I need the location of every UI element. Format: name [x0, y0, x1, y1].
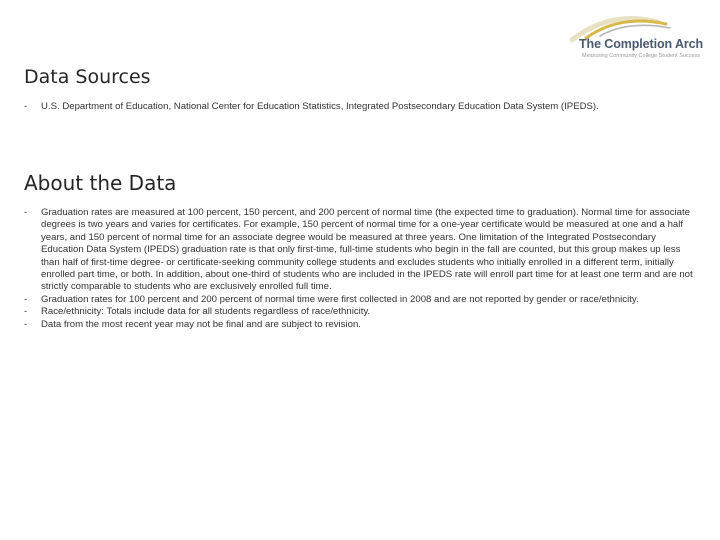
list-item-text: Graduation rates for 100 percent and 200 percent of normal time were first collected in 2008 and are not reported by gender or race/ethnicity. — [41, 293, 639, 305]
bullet: - — [24, 306, 28, 318]
list-item-text: Graduation rates are measured at 100 percent, 150 percent, and 200 percent of normal time (the expected time to graduation). Normal time for associate degrees is two years and varies for certificates. For example, 150 percent of normal time for a one-year certificate would be measured at one and a half years, and 150 percent of normal time for an associate degree would be measured at three years. One limitation of the Integrated Postsecondary Education Data System (IPEDS) graduation rate is that only first-time, full-time students who begin in the fall are counted, but this group makes up less than half of first-time degree- or certificate-seeking community college students and excludes students who initially enrolled in a different term, initially enrolled part time, or both. In addition, about one-third of students who are included in the IPEDS rate will enroll part time for at least one term and are not strictly comparable to students who are exclusively enrolled full time. — [41, 207, 693, 293]
bullet: - — [24, 318, 28, 330]
about-the-data-list — [24, 207, 696, 331]
list-item — [24, 207, 696, 294]
list-item — [24, 306, 696, 318]
list-item — [24, 319, 696, 331]
bullet: - — [24, 207, 28, 218]
logo-subtitle: Measuring Community College Student Success — [582, 53, 701, 59]
list-item — [24, 101, 696, 113]
about-the-data-heading: About the Data — [24, 171, 177, 195]
list-item-text: Data from the most recent year may not be final and are subject to revision. — [41, 318, 361, 330]
logo-title: The Completion Arch — [579, 37, 704, 51]
list-item — [24, 294, 696, 306]
completion-arch-logo — [566, 12, 714, 60]
data-sources-list — [24, 101, 696, 113]
bullet: - — [24, 101, 28, 112]
bullet: - — [24, 293, 28, 305]
data-sources-heading: Data Sources — [24, 66, 151, 88]
list-item-text: U.S. Department of Education, National Center for Education Statistics, Integrated Postsecondary Education Data System (IPEDS). — [41, 101, 599, 112]
list-item-text: Race/ethnicity: Totals include data for all students regardless of race/ethnicity. — [41, 306, 371, 318]
